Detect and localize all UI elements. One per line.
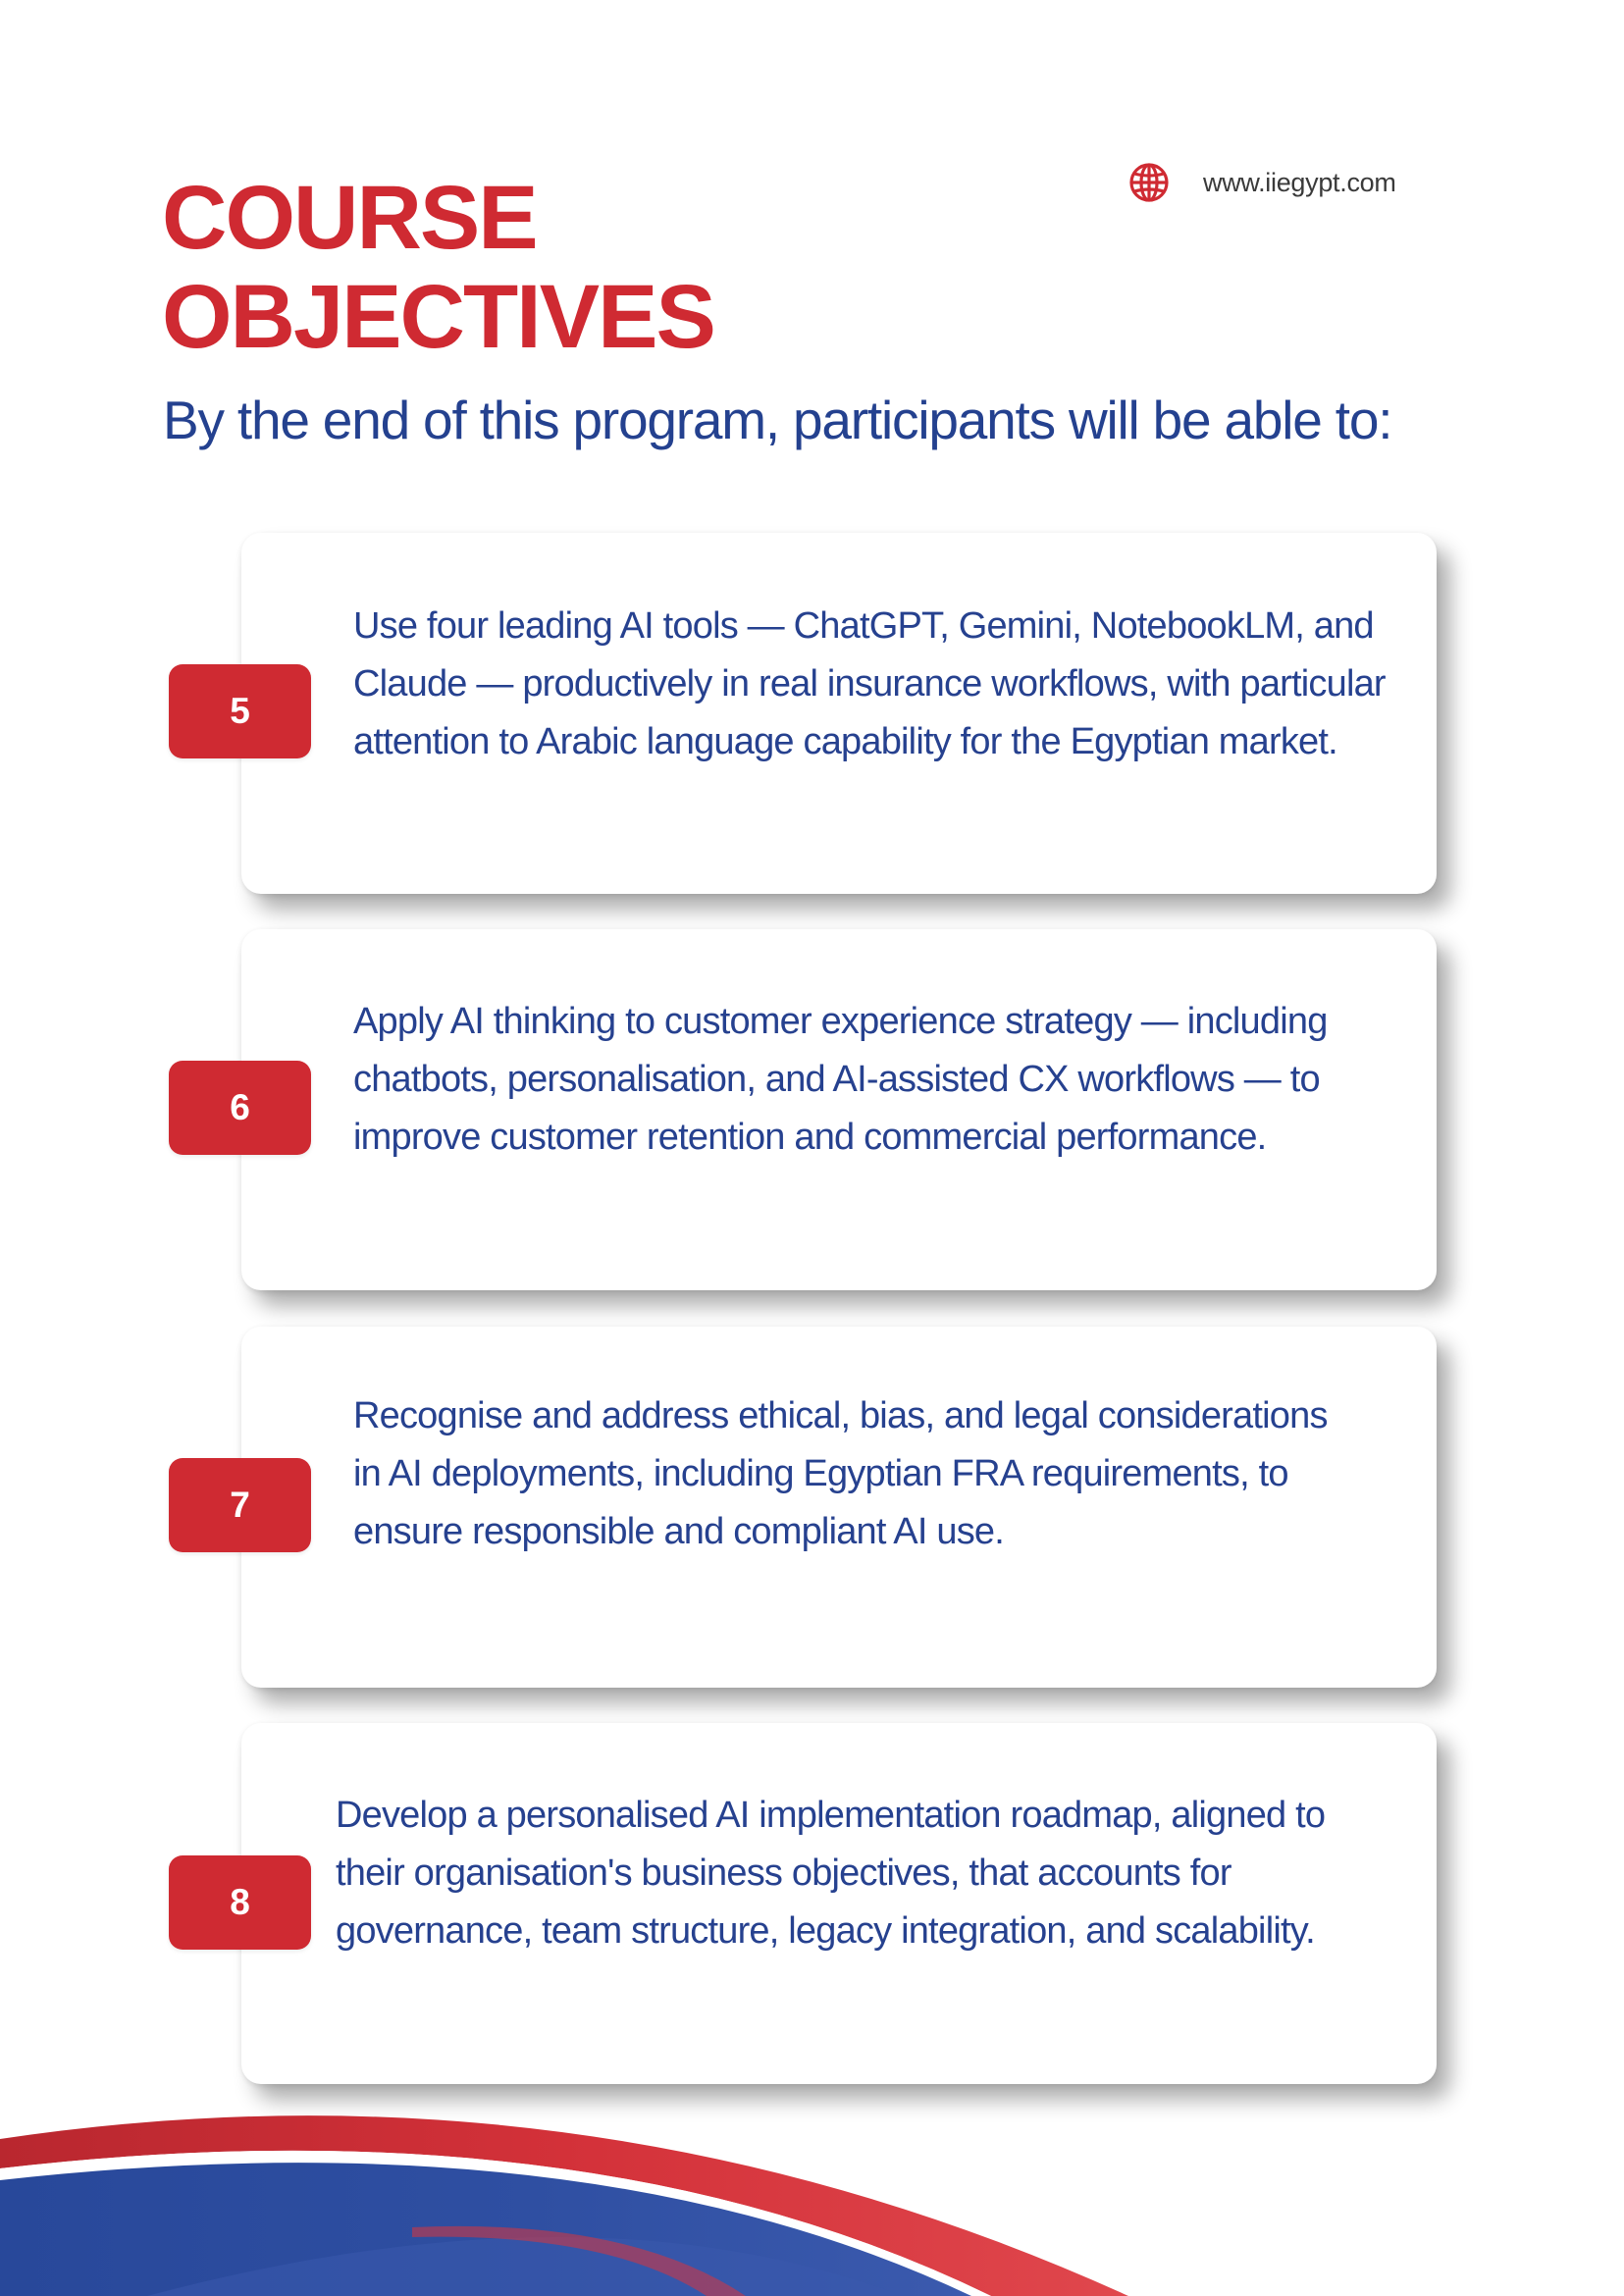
objective-text: Recognise and address ethical, bias, and legal considerations in AI deployments, including Egyptian FRA requirements, to ensure responsible and compliant AI use. bbox=[353, 1395, 1328, 1552]
objective-number-badge: 5 bbox=[169, 664, 311, 758]
website-url[interactable]: www.iiegypt.com bbox=[1203, 167, 1396, 197]
objective-number-badge: 8 bbox=[169, 1855, 311, 1950]
website-link-group[interactable] bbox=[1128, 161, 1396, 204]
objective-text: Use four leading AI tools — ChatGPT, Gemini, NotebookLM, and Claude — productively in real insurance workflows, with particular attention to Arabic language capability for the Egyptian market. bbox=[353, 605, 1386, 762]
objective-card bbox=[241, 929, 1437, 1290]
globe-icon bbox=[1128, 162, 1170, 203]
decorative-swoosh bbox=[0, 2070, 1624, 2296]
objective-text: Apply AI thinking to customer experience strategy — including chatbots, personalisation, and AI-assisted CX workflows — to improve customer retention and commercial performance. bbox=[353, 1001, 1328, 1158]
objective-card bbox=[241, 1723, 1437, 2084]
objective-card bbox=[241, 533, 1437, 894]
objective-number-badge: 7 bbox=[169, 1458, 311, 1552]
objective-number-badge: 6 bbox=[169, 1061, 311, 1155]
page-title-line-2: OBJECTIVES bbox=[162, 267, 714, 367]
objective-text: Develop a personalised AI implementation roadmap, aligned to their organisation's business objectives, that accounts for governance, team structure, legacy integration, and scalability. bbox=[336, 1795, 1326, 1952]
page-title-line-1: COURSE bbox=[162, 168, 537, 268]
page-subtitle: By the end of this program, participants will be able to: bbox=[163, 390, 1392, 450]
objective-card bbox=[241, 1327, 1437, 1688]
page-title bbox=[162, 169, 714, 367]
